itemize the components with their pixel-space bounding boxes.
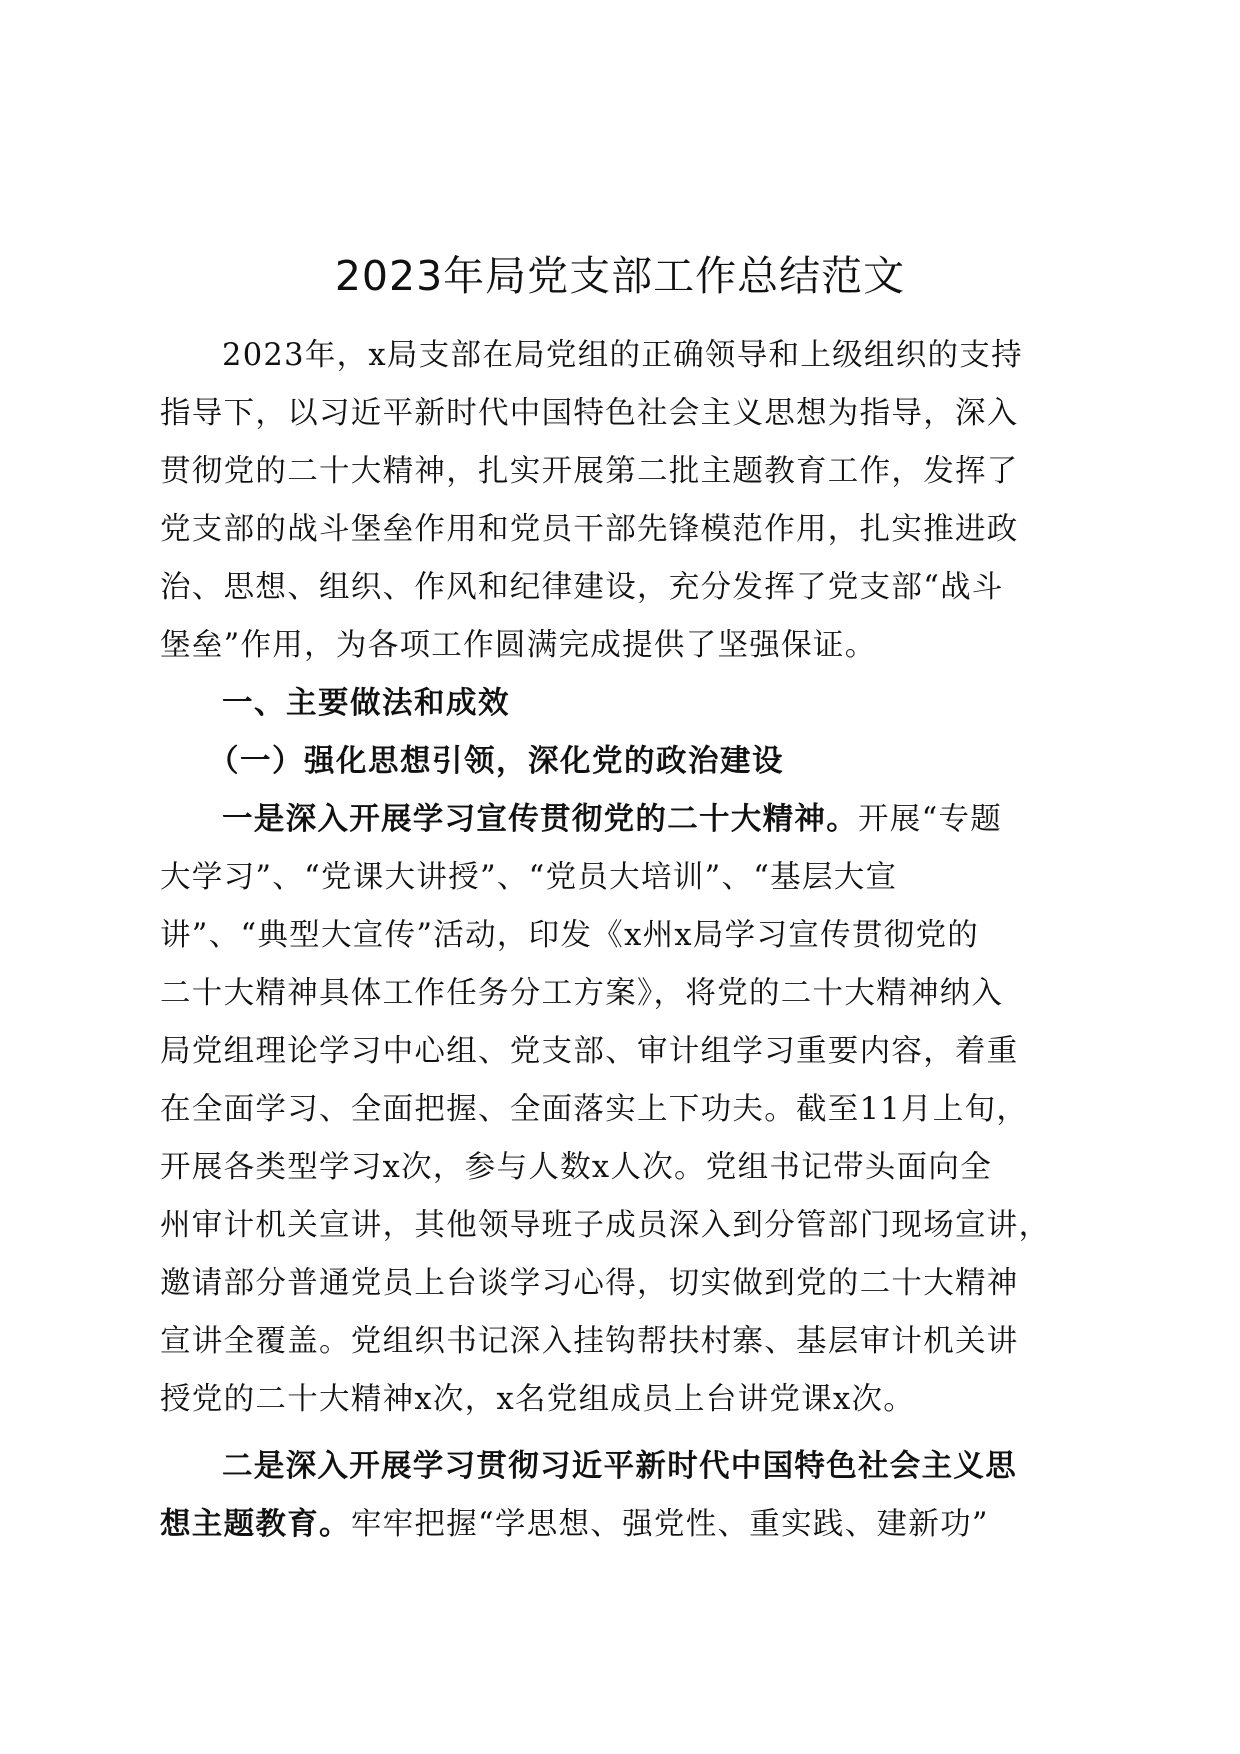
item1-lead: 一是深入开展学习宣传贯彻党的二十大精神。 xyxy=(222,802,858,837)
item1-line: 局党组理论学习中心组、党支部、审计组学习重要内容，着重 xyxy=(160,1034,1019,1069)
intro-line: 指导下，以习近平新时代中国特色社会主义思想为指导，深入 xyxy=(160,396,1019,431)
item1-line: 邀请部分普通党员上台谈学习心得，切实做到党的二十大精神 xyxy=(160,1266,1019,1301)
item2-lead-line2: 想主题教育。 xyxy=(160,1507,351,1542)
item1-line: 二十大精神具体工作任务分工方案》，将党的二十大精神纳入 xyxy=(160,976,1004,1011)
item1-line: 大学习”、“党课大讲授”、“党员大培训”、“基层大宣 xyxy=(160,860,898,895)
item2-lead-line1: 二是深入开展学习贯彻习近平新时代中国特色社会主义思 xyxy=(222,1449,1017,1484)
intro-line: 党支部的战斗堡垒作用和党员干部先锋模范作用，扎实推进政 xyxy=(160,512,1019,547)
subsection-heading: （一）强化思想引领，深化党的政治建设 xyxy=(208,744,784,779)
intro-line: 贯彻党的二十大精神，扎实开展第二批主题教育工作，发挥了 xyxy=(160,454,1019,489)
intro-line: 堡垒”作用，为各项工作圆满完成提供了坚强保证。 xyxy=(160,628,877,663)
document-title: 2023年局党支部工作总结范文 xyxy=(334,252,906,300)
item1-first-line xyxy=(222,791,1162,849)
item1-first-line-rest: 开展“专题 xyxy=(858,802,1003,837)
item1-line: 讲”、“典型大宣传”活动，印发《x州x局学习宣传贯彻党的 xyxy=(160,918,980,953)
item1-line: 在全面学习、全面把握、全面落实上下功夫。截至11月上旬， xyxy=(160,1092,1029,1127)
item2-line2-rest: 牢牢把握“学思想、强党性、重实践、建新功” xyxy=(350,1507,989,1542)
intro-line: 治、思想、组织、作风和纪律建设，充分发挥了党支部“战斗 xyxy=(160,570,1004,605)
item1-line: 宣讲全覆盖。党组织书记深入挂钩帮扶村寨、基层审计机关讲 xyxy=(160,1324,1019,1359)
item1-line: 开展各类型学习x次，参与人数x人次。党组书记带头面向全 xyxy=(160,1150,992,1185)
section-heading: 一、主要做法和成效 xyxy=(222,686,510,721)
intro-line: 2023年，x局支部在局党组的正确领导和上级组织的支持 xyxy=(222,338,1023,373)
item2-line2 xyxy=(160,1496,1100,1554)
item1-line: 州审计机关宣讲，其他领导班子成员深入到分管部门现场宣讲， xyxy=(160,1208,1051,1243)
item1-line: 授党的二十大精神x次，x名党组成员上台讲党课x次。 xyxy=(160,1382,916,1417)
